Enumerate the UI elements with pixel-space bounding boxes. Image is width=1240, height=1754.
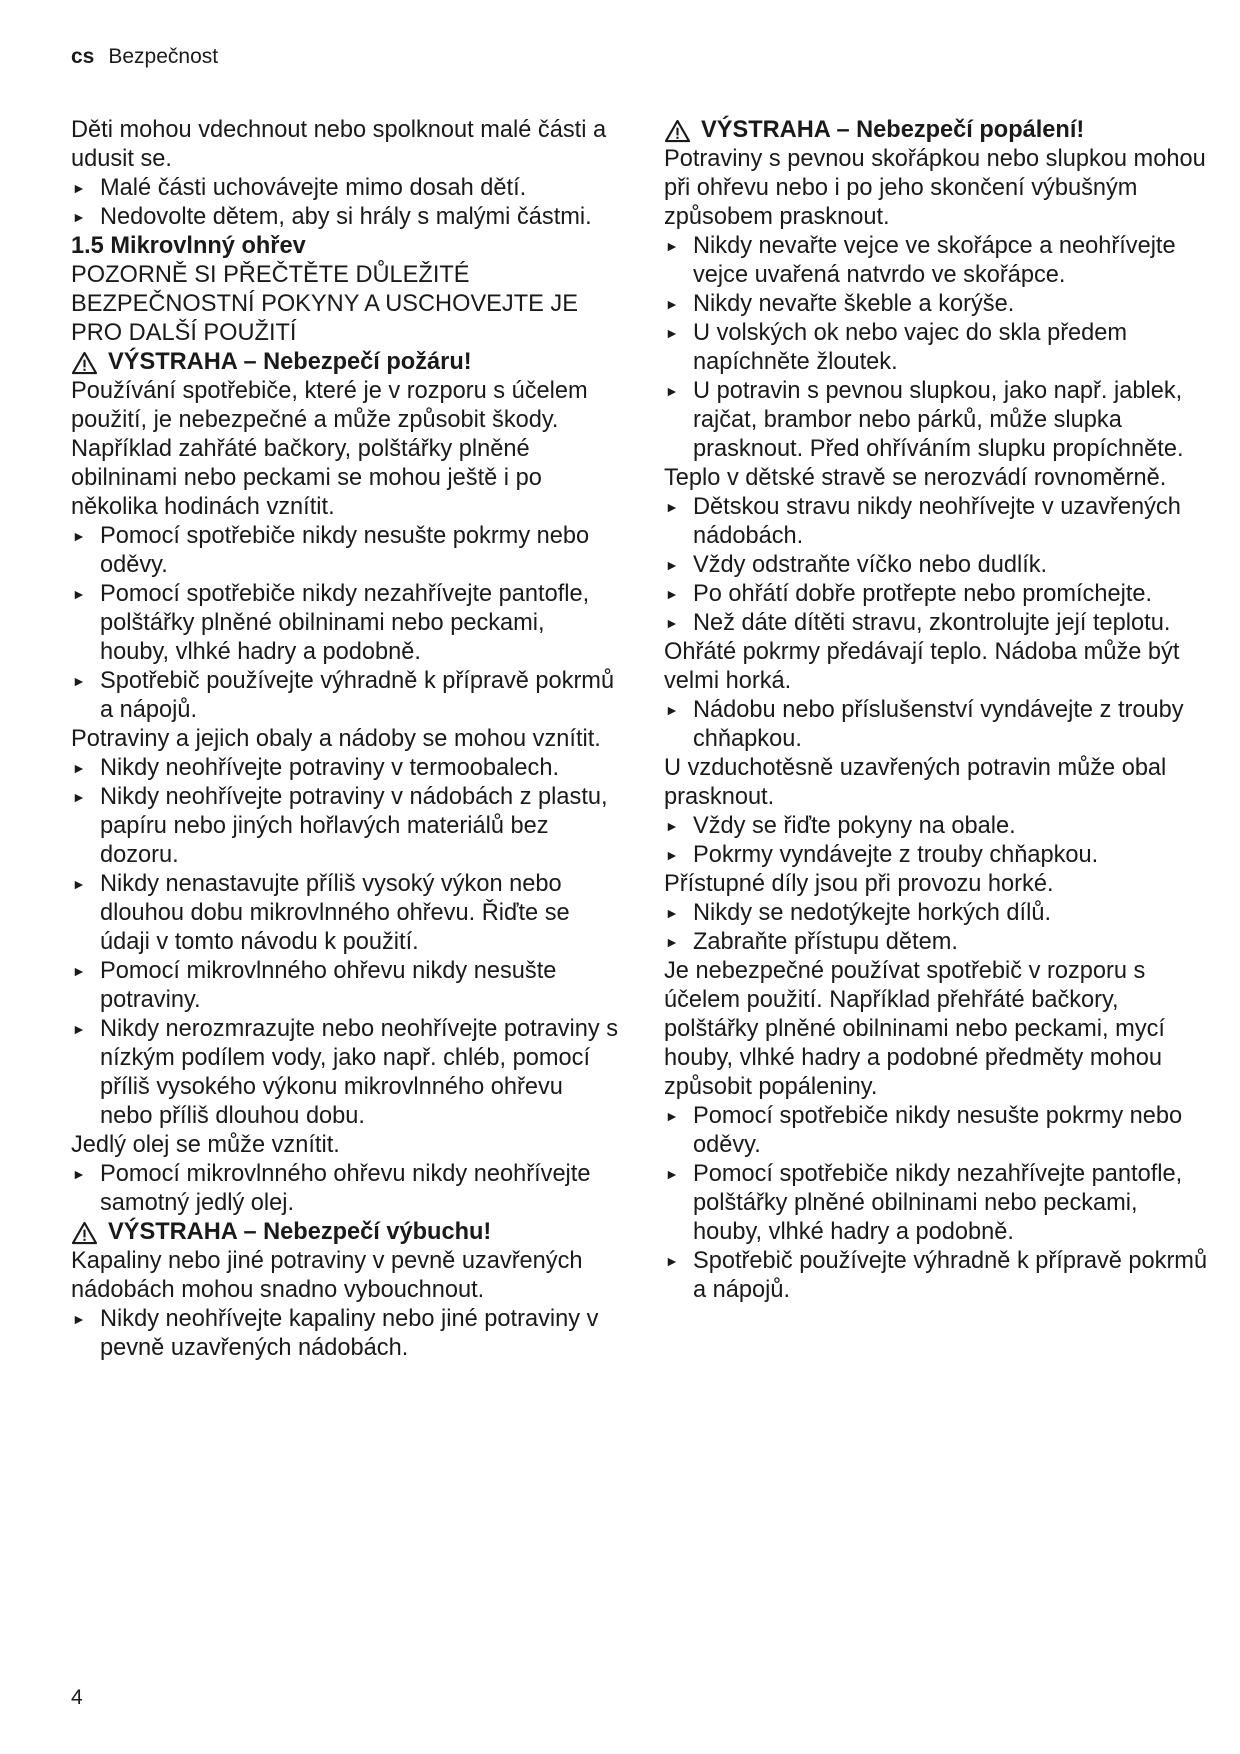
page-header bbox=[71, 45, 218, 69]
bullet-arrow-icon: ► bbox=[665, 1108, 679, 1124]
bullet-arrow-icon: ► bbox=[665, 325, 679, 341]
right-column bbox=[664, 116, 1212, 1305]
list-item: ► Pomocí spotřebiče nikdy nesušte pokrmy nebo oděvy. bbox=[72, 523, 590, 578]
list-item: ► Pomocí spotřebiče nikdy nesušte pokrmy nebo oděvy. bbox=[665, 1103, 1183, 1158]
bullet-arrow-icon: ► bbox=[72, 528, 86, 544]
bullet-arrow-icon: ► bbox=[665, 499, 679, 515]
bullet-arrow-icon: ► bbox=[665, 1166, 679, 1182]
bullet-arrow-icon: ► bbox=[665, 702, 679, 718]
list-item: ► Pokrmy vyndávejte z trouby chňapkou. bbox=[665, 842, 1099, 868]
bullet-arrow-icon: ► bbox=[665, 296, 679, 312]
list-item: ► Zabraňte přístupu dětem. bbox=[665, 929, 958, 955]
fire-paragraph-1: Používání spotřebiče, které je v rozporu s účelem použití, je nebezpečné a může způsobit škody. Například zahřáté bačkory, polštářky plněné obilninami nebo peckami se mohou ještě i po několika hodinách vznítit. bbox=[71, 378, 588, 520]
bullet-arrow-icon: ► bbox=[665, 934, 679, 950]
warning-triangle-icon bbox=[664, 119, 691, 143]
warning-triangle-icon bbox=[71, 1221, 98, 1245]
list-item: ► Vždy se řiďte pokyny na obale. bbox=[665, 813, 1016, 839]
bullet-arrow-icon: ► bbox=[665, 615, 679, 631]
bullet-arrow-icon: ► bbox=[665, 1253, 679, 1269]
list-item: ► Po ohřátí dobře protřepte nebo promíchejte. bbox=[665, 581, 1153, 607]
fire-list-3 bbox=[71, 1160, 619, 1218]
list-item: ► Nádobu nebo příslušenství vyndávejte z trouby chňapkou. bbox=[665, 697, 1184, 752]
section-name: Bezpečnost bbox=[108, 45, 219, 68]
bullet-arrow-icon: ► bbox=[72, 963, 86, 979]
fire-list-1 bbox=[71, 522, 619, 725]
fire-paragraph-3: Jedlý olej se může vznítit. bbox=[71, 1132, 340, 1158]
bullet-arrow-icon: ► bbox=[72, 209, 86, 225]
burn-paragraph-6: Je nebezpečné používat spotřebič v rozporu s účelem použití. Například přehřáté bačkory, polštářky plněné obilninami nebo peckami, mycí houby, vlhké hadry a podobné předměty mohou způsobit popáleniny. bbox=[664, 958, 1165, 1100]
bullet-arrow-icon: ► bbox=[665, 818, 679, 834]
list-item: ► Nikdy se nedotýkejte horkých dílů. bbox=[665, 900, 1052, 926]
bullet-arrow-icon: ► bbox=[72, 180, 86, 196]
bullet-arrow-icon: ► bbox=[665, 238, 679, 254]
section-title: 1.5 Mikrovlnný ohřev bbox=[71, 233, 306, 259]
list-item: ► Nikdy neohřívejte kapaliny nebo jiné potraviny v pevně uzavřených nádobách. bbox=[72, 1306, 599, 1361]
bullet-arrow-icon: ► bbox=[72, 789, 86, 805]
burn-paragraph-5: Přístupné díly jsou při provozu horké. bbox=[664, 871, 1054, 897]
burn-list-1 bbox=[664, 232, 1212, 464]
list-item: ► Spotřebič používejte výhradně k přípravě pokrmů a nápojů. bbox=[72, 668, 615, 723]
bullet-arrow-icon: ► bbox=[665, 905, 679, 921]
bullet-arrow-icon: ► bbox=[72, 1166, 86, 1182]
bullet-arrow-icon: ► bbox=[665, 557, 679, 573]
burn-paragraph-4: U vzduchotěsně uzavřených potravin může obal prasknout. bbox=[664, 755, 1167, 810]
bullet-arrow-icon: ► bbox=[665, 847, 679, 863]
list-item: ► Nedovolte dětem, aby si hrály s malými částmi. bbox=[72, 204, 592, 230]
list-item: ► Nikdy neohřívejte potraviny v nádobách z plastu, papíru nebo jiných hořlavých materiálů bez dozoru. bbox=[72, 784, 608, 868]
list-item: ► Pomocí mikrovlnného ohřevu nikdy nesušte potraviny. bbox=[72, 958, 557, 1013]
list-item: ► Nikdy nevařte vejce ve skořápce a neohřívejte vejce uvařená natvrdo ve skořápce. bbox=[665, 233, 1176, 288]
caps-notice: POZORNĚ SI PŘEČTĚTE DŮLEŽITÉ BEZPEČNOSTNÍ POKYNY A USCHOVEJTE JE PRO DALŠÍ POUŽITÍ bbox=[71, 262, 578, 346]
burn-paragraph-1: Potraviny s pevnou skořápkou nebo slupkou mohou při ohřevu nebo i po jeho skončení výbušným způsobem prasknout. bbox=[664, 146, 1206, 230]
burn-warning-heading: VÝSTRAHA – Nebezpečí popálení! bbox=[664, 116, 1212, 145]
intro-list bbox=[71, 174, 619, 232]
burn-list-4 bbox=[664, 812, 1212, 870]
list-item: ► Nikdy nevařte škeble a korýše. bbox=[665, 291, 1015, 317]
explosion-list bbox=[71, 1305, 619, 1363]
list-item: ► Dětskou stravu nikdy neohřívejte v uzavřených nádobách. bbox=[665, 494, 1181, 549]
list-item: ► Nikdy nerozmrazujte nebo neohřívejte potraviny s nízkým podílem vody, jako např. chléb, pomocí příliš vysokého výkonu mikrovlnného ohřevu nebo příliš dlouhou dobu. bbox=[72, 1016, 619, 1129]
burn-paragraph-2: Teplo v dětské stravě se nerozvádí rovnoměrně. bbox=[664, 465, 1167, 491]
left-column bbox=[71, 116, 619, 1363]
bullet-arrow-icon: ► bbox=[72, 760, 86, 776]
burn-paragraph-3: Ohřáté pokrmy předávají teplo. Nádoba může být velmi horká. bbox=[664, 639, 1180, 694]
bullet-arrow-icon: ► bbox=[665, 383, 679, 399]
warning-triangle-icon bbox=[71, 351, 98, 375]
list-item: ► Malé části uchovávejte mimo dosah dětí. bbox=[72, 175, 527, 201]
list-item: ► Než dáte dítěti stravu, zkontrolujte její teplotu. bbox=[665, 610, 1171, 636]
burn-list-3 bbox=[664, 696, 1212, 754]
intro-paragraph: Děti mohou vdechnout nebo spolknout malé části a udusit se. bbox=[71, 117, 607, 172]
language-code: cs bbox=[71, 45, 95, 68]
list-item: ► Pomocí spotřebiče nikdy nezahřívejte pantofle, polštářky plněné obilninami nebo peckami, houby, vlhké hadry a podobně. bbox=[665, 1161, 1183, 1245]
list-item: ► Pomocí spotřebiče nikdy nezahřívejte pantofle, polštářky plněné obilninami nebo peckami, houby, vlhké hadry a podobně. bbox=[72, 581, 590, 665]
burn-list-2 bbox=[664, 493, 1212, 638]
explosion-paragraph: Kapaliny nebo jiné potraviny v pevně uzavřených nádobách mohou snadno vybouchnout. bbox=[71, 1248, 583, 1303]
list-item: ► Spotřebič používejte výhradně k přípravě pokrmů a nápojů. bbox=[665, 1248, 1208, 1303]
list-item: ► Pomocí mikrovlnného ohřevu nikdy neohřívejte samotný jedlý olej. bbox=[72, 1161, 591, 1216]
bullet-arrow-icon: ► bbox=[72, 1021, 86, 1037]
explosion-warning-heading: VÝSTRAHA – Nebezpečí výbuchu! bbox=[71, 1218, 619, 1247]
list-item: ► Vždy odstraňte víčko nebo dudlík. bbox=[665, 552, 1048, 578]
burn-list-6 bbox=[664, 1102, 1212, 1305]
fire-list-2 bbox=[71, 754, 619, 1131]
list-item: ► Nikdy nenastavujte příliš vysoký výkon nebo dlouhou dobu mikrovlnného ohřevu. Řiďte se údaji v tomto návodu k použití. bbox=[72, 871, 570, 955]
list-item: ► U volských ok nebo vajec do skla předem napíchněte žloutek. bbox=[665, 320, 1128, 375]
bullet-arrow-icon: ► bbox=[665, 586, 679, 602]
list-item: ► U potravin s pevnou slupkou, jako např. jablek, rajčat, brambor nebo párků, může slupka prasknout. Před ohříváním slupku propíchněte. bbox=[665, 378, 1184, 462]
page-number: 4 bbox=[71, 1686, 83, 1709]
bullet-arrow-icon: ► bbox=[72, 586, 86, 602]
fire-paragraph-2: Potraviny a jejich obaly a nádoby se mohou vznítit. bbox=[71, 726, 601, 752]
fire-warning-heading: VÝSTRAHA – Nebezpečí požáru! bbox=[71, 348, 619, 377]
list-item: ► Nikdy neohřívejte potraviny v termoobalech. bbox=[72, 755, 559, 781]
bullet-arrow-icon: ► bbox=[72, 1311, 86, 1327]
burn-list-5 bbox=[664, 899, 1212, 957]
bullet-arrow-icon: ► bbox=[72, 673, 86, 689]
bullet-arrow-icon: ► bbox=[72, 876, 86, 892]
